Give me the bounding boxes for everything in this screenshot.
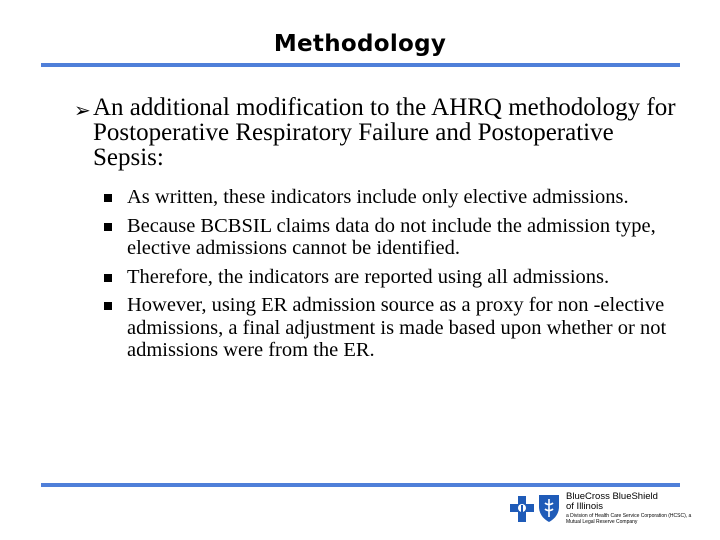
sub-bullet-text: However, using ER admission source as a proxy for non -elective admissions, a final adjustment is made based upon whether or not admissions were from the ER. xyxy=(127,294,667,361)
sub-bullet-text: As written, these indicators include only elective admissions. xyxy=(127,186,629,208)
square-bullet-icon xyxy=(104,194,112,202)
square-bullet-icon xyxy=(104,223,112,231)
footer-divider xyxy=(41,483,680,487)
arrow-bullet-icon: ➢ xyxy=(74,98,91,122)
blue-shield-icon xyxy=(537,493,561,523)
square-bullet-icon xyxy=(104,274,112,282)
list-item xyxy=(104,294,684,362)
sub-bullet-list xyxy=(104,186,684,368)
bcbs-logo xyxy=(510,490,700,535)
list-item xyxy=(104,186,684,209)
main-bullet xyxy=(74,95,684,170)
list-item xyxy=(104,215,684,260)
square-bullet-icon xyxy=(104,302,112,310)
logo-fine-print: a Division of Health Care Service Corporation (HCSC), a Mutual Legal Reserve Company xyxy=(566,513,692,525)
main-bullet-text: An additional modification to the AHRQ methodology for Postoperative Respiratory Failure and Postoperative Sepsis: xyxy=(93,94,676,171)
slide-title: Methodology xyxy=(273,31,447,57)
logo-name-line1: BlueCross BlueShield xyxy=(566,491,658,502)
logo-name xyxy=(566,492,696,512)
sub-bullet-text: Therefore, the indicators are reported using all admissions. xyxy=(127,265,610,288)
sub-bullet-text: Because BCBSIL claims data do not include the admission type, elective admissions cannot be identified. xyxy=(127,214,656,259)
blue-cross-icon xyxy=(510,496,534,522)
title-divider xyxy=(41,63,680,67)
logo-name-line2: of Illinois xyxy=(566,501,603,512)
list-item xyxy=(104,266,684,289)
